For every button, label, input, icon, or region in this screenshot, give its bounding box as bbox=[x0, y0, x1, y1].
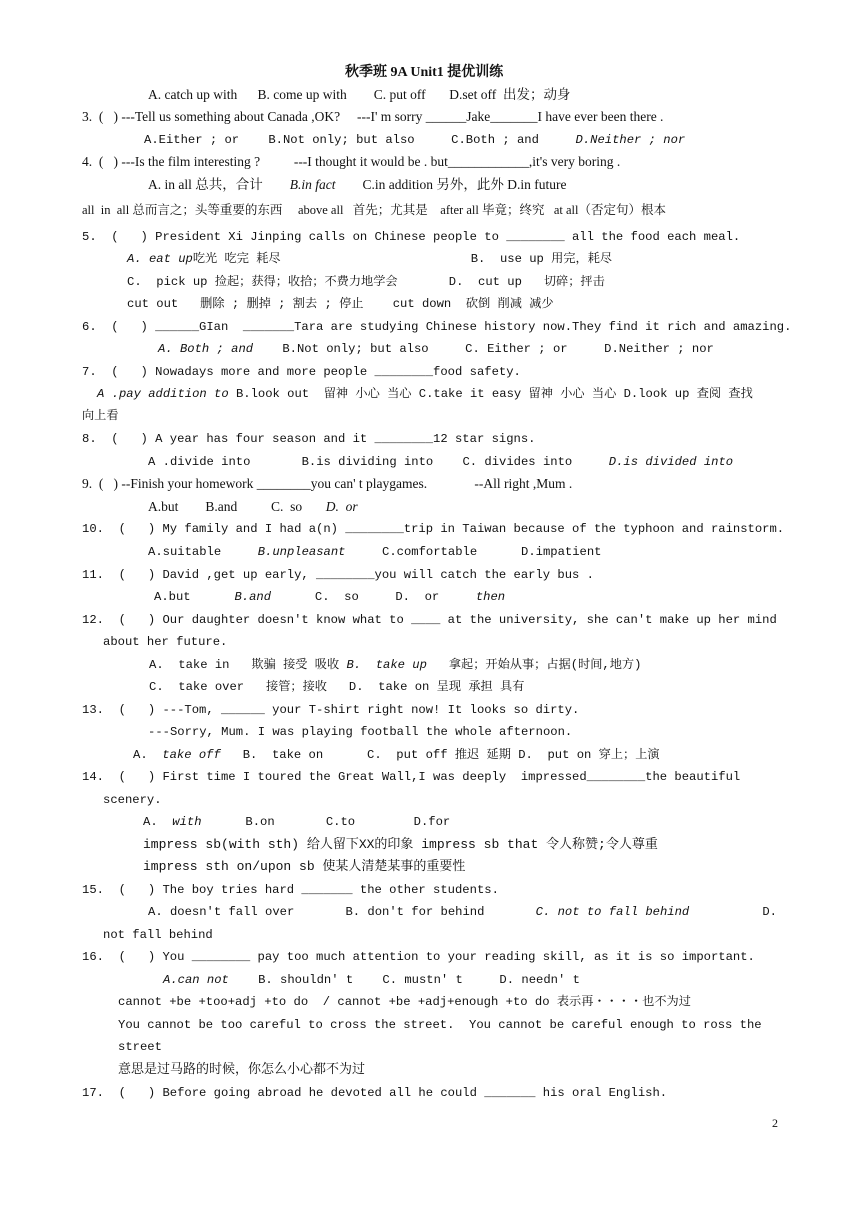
q13-options: A. take off B. take on C. put off 推迟 延期 D. put on 穿上；上演 bbox=[133, 748, 660, 762]
q14-options: A. with B.on C.to D.for bbox=[143, 815, 451, 829]
note-impress-2: impress sth on/upon sb 使某人清楚某事的重要性 bbox=[143, 859, 466, 874]
q14-stem: 14. ( ) First time I toured the Great Wall,I was deeply impressed________the beautiful bbox=[82, 770, 741, 784]
note-meaning: 意思是过马路的时候，你怎么小心都不为过 bbox=[118, 1062, 366, 1077]
q4-options: A. in all 总共，合计 B.in fact C.in addition 另外，此外 D.in future bbox=[148, 177, 567, 192]
q2-options: A. catch up with B. come up with C. put off D.set off 出发；动身 bbox=[148, 87, 571, 102]
q6-options: A. Both ; and B.Not only; but also C. Either ; or D.Neither ; nor bbox=[158, 342, 714, 356]
page-number: 2 bbox=[772, 1116, 778, 1130]
q11-options: A.but B.and C. so D. or then bbox=[154, 590, 506, 604]
q12-stem: 12. ( ) Our daughter doesn't know what to ____ at the university, she can't make up her mind bbox=[82, 613, 777, 627]
q12-stem-cont: about her future. bbox=[103, 635, 228, 649]
q9-options: A.but B.and C. so D. or bbox=[148, 499, 358, 514]
note-example-cont: street bbox=[118, 1040, 162, 1054]
q15-options-cont: not fall behind bbox=[103, 928, 213, 942]
q5-stem: 5. ( ) President Xi Jinping calls on Chinese people to ________ all the food each meal. bbox=[82, 230, 741, 244]
q5-options-cd: C. pick up 捡起；获得；收拾；不费力地学会 D. cut up 切碎；抨击 bbox=[127, 275, 605, 289]
q8-options: A .divide into B.is dividing into C. divides into D.is divided into bbox=[148, 455, 734, 469]
q17-stem: 17. ( ) Before going abroad he devoted all he could _______ his oral English. bbox=[82, 1086, 668, 1100]
q8-stem: 8. ( ) A year has four season and it ________12 star signs. bbox=[82, 432, 536, 446]
q11-stem: 11. ( ) David ,get up early, ________you will catch the early bus . bbox=[82, 568, 594, 582]
q14-stem-cont: scenery. bbox=[103, 793, 162, 807]
q4-stem: 4. ( ) ---Is the film interesting ? ---I thought it would be . but____________,it's very boring . bbox=[82, 154, 621, 169]
q10-options: A.suitable B.unpleasant C.comfortable D.impatient bbox=[148, 545, 602, 559]
q7-stem: 7. ( ) Nowadays more and more people ________food safety. bbox=[82, 365, 521, 379]
q7-options: A .pay addition to B.look out 留神 小心 当心 C.take it easy 留神 小心 当心 D.look up 查阅 查找 bbox=[97, 387, 753, 401]
q3-stem: 3. ( ) ---Tell us something about Canada ,OK? ---I' m sorry ______Jake_______I have ever been there . bbox=[82, 109, 664, 124]
q6-stem: 6. ( ) ______GIan _______Tara are studying Chinese history now.They find it rich and amazing. bbox=[82, 320, 792, 334]
page-title: 秋季班 9A Unit1 提优训练 bbox=[345, 65, 504, 80]
q7-options-cont: 向上看 bbox=[82, 409, 119, 423]
note-all-in-all: all in all 总而言之；头等重要的东西 above all 首先；尤其是 after all 毕竟；终究 at all（否定句）根本 bbox=[82, 203, 666, 217]
q16-stem: 16. ( ) You ________ pay too much attention to your reading skill, as it is so important. bbox=[82, 950, 755, 964]
q3-options: A.Either ; or B.Not only; but also C.Both ; and D.Neither ; nor bbox=[144, 133, 686, 147]
note-example: You cannot be too careful to cross the street. You cannot be careful enough to ross the bbox=[118, 1018, 762, 1032]
q13-stem: 13. ( ) ---Tom, ______ your T-shirt right now! It looks so dirty. bbox=[82, 703, 580, 717]
q12-options-cd: C. take over 接管；接收 D. take on 呈现 承担 具有 bbox=[149, 680, 525, 694]
q13-reply: ---Sorry, Mum. I was playing football the whole afternoon. bbox=[148, 725, 573, 739]
note-impress-1: impress sb(with sth) 给人留下XX的印象 impress sb that 令人称赞;令人尊重 bbox=[143, 837, 658, 852]
note-cannot-too: cannot +be +too+adj +to do / cannot +be +adj+enough +to do 表示再・・・・也不为过 bbox=[118, 995, 691, 1009]
q15-options: A. doesn't fall over B. don't for behind C. not to fall behind D. bbox=[148, 905, 777, 919]
q12-options-ab: A. take in 欺骗 接受 吸收 B. take up 拿起；开始从事；占据(时间,地方) bbox=[149, 658, 642, 672]
q5-options-ab: A. eat up吃光 吃完 耗尽 B. use up 用完，耗尽 bbox=[127, 252, 613, 266]
note-cut: cut out 删除 ; 删掉 ; 割去 ; 停止 cut down 砍倒 削减 减少 bbox=[127, 297, 554, 311]
q10-stem: 10. ( ) My family and I had a(n) ________trip in Taiwan because of the typhoon and rainstorm. bbox=[82, 522, 785, 536]
q9-stem: 9. ( ) --Finish your homework ________you can' t playgames. --All right ,Mum . bbox=[82, 476, 573, 491]
q15-stem: 15. ( ) The boy tries hard _______ the other students. bbox=[82, 883, 499, 897]
q16-options: A.can not B. shouldn' t C. mustn' t D. needn' t bbox=[163, 973, 580, 987]
